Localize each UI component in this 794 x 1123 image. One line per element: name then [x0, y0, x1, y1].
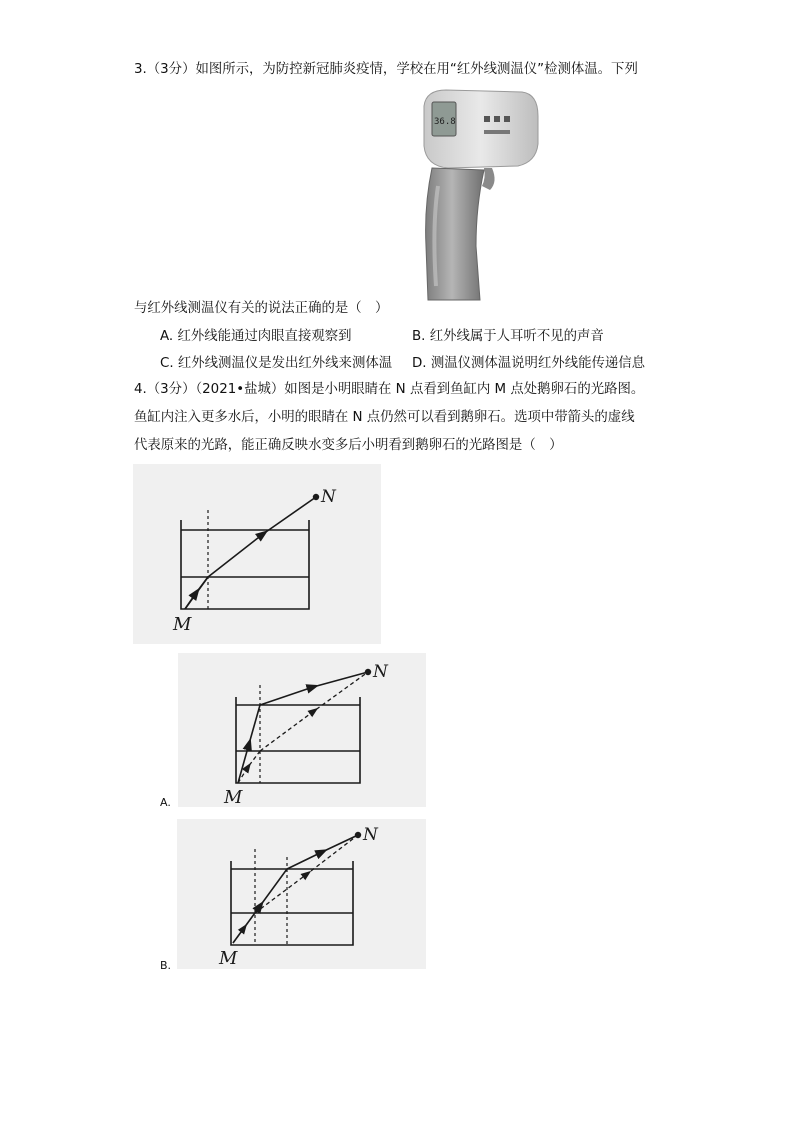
q3-line-2: 与红外线测温仪有关的说法正确的是（ ）: [134, 301, 389, 316]
q4-line-2: 鱼缸内注入更多水后，小明的眼睛在 N 点仍然可以看到鹅卵石。选项中带箭头的虚线: [134, 410, 635, 425]
q4-option-a-point-n: N: [373, 662, 388, 682]
q4-line-3: 代表原来的光路，能正确反映水变多后小明看到鹅卵石的光路图是（ ）: [134, 438, 563, 453]
q4-original-light-path-figure: [133, 464, 381, 644]
infrared-thermometer-photo: [418, 86, 542, 304]
q4-option-a-label[interactable]: A.: [160, 796, 171, 809]
q4-option-b-figure[interactable]: [177, 819, 426, 969]
q3-option-c[interactable]: C. 红外线测温仪是发出红外线来测体温: [160, 356, 393, 371]
q4-option-a-point-m: M: [224, 787, 243, 807]
q4-original-point-n: N: [321, 487, 336, 507]
q4-option-a-figure[interactable]: [178, 653, 426, 807]
q4-option-b-point-m: M: [219, 948, 238, 969]
q3-option-d[interactable]: D. 测温仪测体温说明红外线能传递信息: [412, 356, 646, 371]
q4-option-b-label[interactable]: B.: [160, 959, 172, 972]
thermometer-screen-text: 36.8: [434, 117, 456, 127]
q4-original-point-m: M: [173, 614, 192, 635]
q3-option-a[interactable]: A. 红外线能通过肉眼直接观察到: [160, 329, 352, 344]
q4-line-1: 4.（3分）（2021•盐城）如图是小明眼睛在 N 点看到鱼缸内 M 点处鹅卵石的光路图。: [134, 382, 645, 397]
q3-line-1: 3.（3分）如图所示，为防控新冠肺炎疫情，学校在用“红外线测温仪”检测体温。下列: [134, 62, 638, 77]
q4-option-b-point-n: N: [363, 825, 378, 845]
q3-option-b[interactable]: B. 红外线属于人耳听不见的声音: [412, 329, 604, 344]
